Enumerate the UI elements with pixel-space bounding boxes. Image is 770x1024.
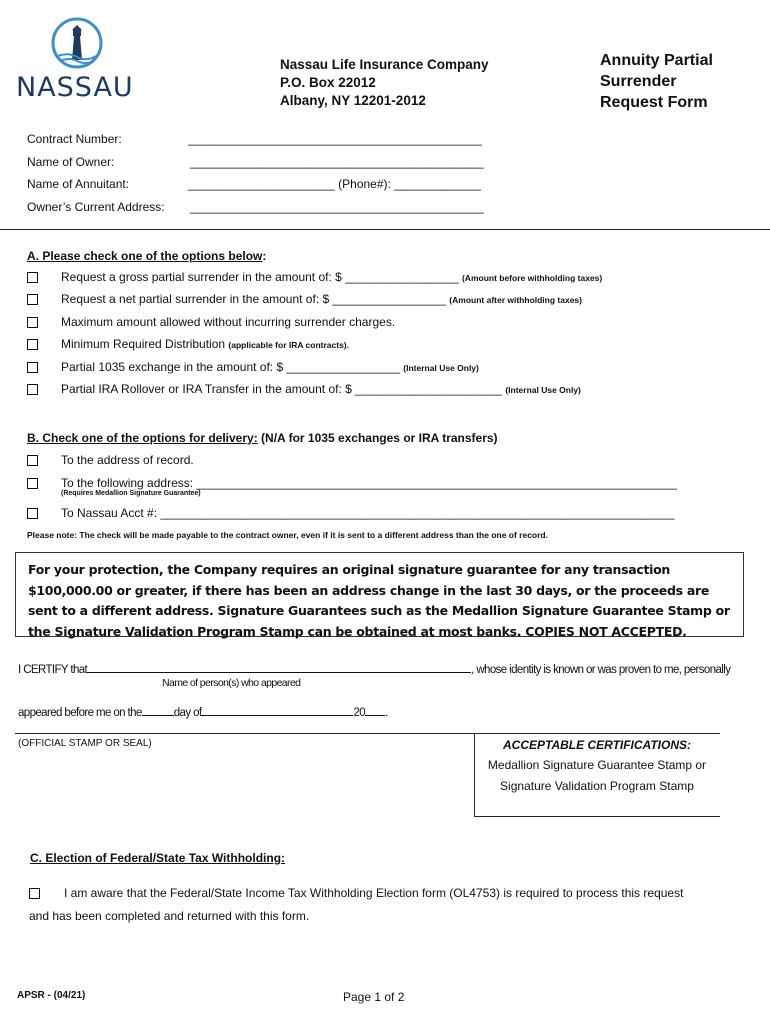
- tax-withholding-text-1: I am aware that the Federal/State Income Tax Withholding Election form (OL4753) is required to process this request: [64, 886, 684, 900]
- section-a-title: A. Please check one of the options below:: [27, 249, 267, 263]
- option-ira-checkbox[interactable]: [27, 384, 38, 395]
- medallion-note: (Requires Medallion Signature Guarantee): [61, 490, 201, 497]
- day-of-label: day of: [173, 707, 202, 719]
- year-prefix: 20: [353, 707, 366, 719]
- section-c-title: C. Election of Federal/State Tax Withholding:: [30, 851, 286, 865]
- day-field[interactable]: [142, 703, 174, 716]
- delivery-account-checkbox[interactable]: [27, 508, 38, 519]
- period: .: [385, 707, 388, 719]
- certify-suffix: , whose identity is known or was proven to me, personally: [471, 664, 731, 676]
- annuitant-name-field[interactable]: ______________________ (Phone#): _____________: [188, 177, 481, 191]
- company-address: [280, 56, 489, 110]
- protection-notice-text: For your protection, the Company requires an original signature guarantee for any transaction $100,000.00 or greater, if there has been an address change in the last 30 days, or the proceeds are sent to a different address. Signature Guarantees such as the Medallion Signature Guarantee Stamp or the Signature Validation Program Stamp can be obtained at most banks. COPIES NOT ACCEPTED.: [28, 562, 730, 639]
- form-title-line: Surrender: [600, 73, 677, 90]
- delivery-record: To the address of record.: [61, 453, 194, 467]
- certification-medallion: Medallion Signature Guarantee Stamp or: [487, 758, 707, 772]
- month-field[interactable]: [201, 703, 353, 716]
- option-net-checkbox[interactable]: [27, 294, 38, 305]
- form-title-line: Annuity Partial: [600, 52, 713, 69]
- company-logo-text: NASSAU: [16, 72, 134, 103]
- delivery-address-checkbox[interactable]: [27, 478, 38, 489]
- option-gross: Request a gross partial surrender in the amount of: $ _________________ (Amount before withholding taxes): [61, 270, 603, 284]
- owner-address-field[interactable]: ____________________________________________: [190, 200, 484, 214]
- option-mrd: Minimum Required Distribution (applicable for IRA contracts).: [61, 337, 349, 351]
- delivery-address[interactable]: To the following address: ________________________________________________________________________: [61, 476, 677, 490]
- option-ira: Partial IRA Rollover or IRA Transfer in the amount of: $ ______________________ (Internal Use Only): [61, 382, 581, 396]
- form-code: APSR - (04/21): [17, 990, 86, 1001]
- option-mrd-checkbox[interactable]: [27, 339, 38, 350]
- option-gross-checkbox[interactable]: [27, 272, 38, 283]
- form-title-line: Request Form: [600, 94, 708, 111]
- please-note: Please note: The check will be made payable to the contract owner, even if it is sent to a different address than the one of record.: [27, 530, 548, 540]
- option-1035-checkbox[interactable]: [27, 362, 38, 373]
- option-maximum: Maximum amount allowed without incurring surrender charges.: [61, 315, 396, 329]
- delivery-account[interactable]: To Nassau Acct #: _____________________________________________________________________________: [61, 506, 675, 520]
- protection-notice-box: [15, 552, 744, 637]
- section-b-title: B. Check one of the options for delivery: (N/A for 1035 exchanges or IRA transfers): [27, 431, 498, 445]
- certification-svp: Signature Validation Program Stamp: [500, 779, 694, 793]
- owner-address-label: Owner’s Current Address:: [27, 200, 165, 214]
- certify-line: [18, 660, 730, 676]
- stamp-bottom-line: [474, 816, 720, 817]
- lighthouse-icon: [50, 16, 104, 70]
- delivery-record-checkbox[interactable]: [27, 455, 38, 466]
- stamp-top-line: [15, 733, 720, 734]
- company-name: Nassau Life Insurance Company: [280, 57, 489, 72]
- tax-withholding-text-2: and has been completed and returned with this form.: [29, 909, 310, 923]
- owner-name-label: Name of Owner:: [27, 155, 115, 169]
- year-field[interactable]: [365, 703, 385, 716]
- certify-prefix: I CERTIFY that: [18, 664, 88, 676]
- acceptable-certifications-title: ACCEPTABLE CERTIFICATIONS:: [503, 738, 691, 752]
- appeared-line: [18, 703, 388, 719]
- page-number: Page 1 of 2: [343, 990, 405, 1004]
- appeared-prefix: appeared before me on the: [18, 707, 142, 719]
- form-title: [600, 50, 713, 113]
- option-net: Request a net partial surrender in the amount of: $ _________________ (Amount after withholding taxes): [61, 292, 582, 306]
- tax-withholding-checkbox[interactable]: [29, 888, 40, 899]
- contract-number-field[interactable]: ____________________________________________: [188, 132, 482, 146]
- owner-name-field[interactable]: ____________________________________________: [190, 155, 484, 169]
- company-city: Albany, NY 12201-2012: [280, 93, 426, 108]
- divider: [0, 229, 770, 230]
- certify-name-field[interactable]: [87, 660, 471, 673]
- option-1035: Partial 1035 exchange in the amount of: $ _________________ (Internal Use Only): [61, 360, 479, 374]
- contract-number-label: Contract Number:: [27, 132, 122, 146]
- certify-caption: Name of person(s) who appeared: [162, 677, 301, 689]
- stamp-label: (OFFICIAL STAMP OR SEAL): [18, 738, 152, 749]
- company-po-box: P.O. Box 22012: [280, 75, 376, 90]
- annuitant-name-label: Name of Annuitant:: [27, 177, 130, 191]
- option-maximum-checkbox[interactable]: [27, 317, 38, 328]
